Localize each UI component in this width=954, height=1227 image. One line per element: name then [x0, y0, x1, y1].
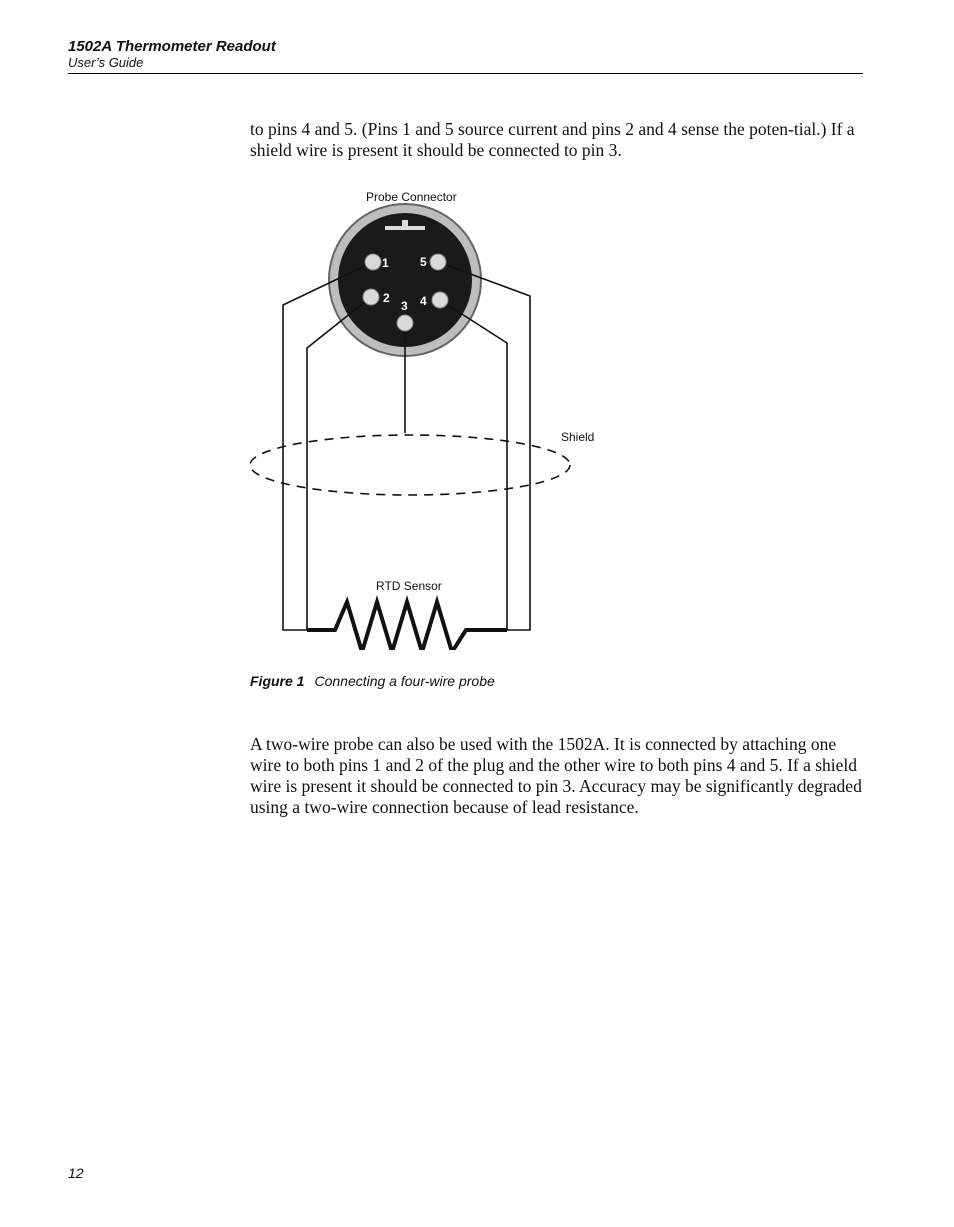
- rtd-sensor-label: RTD Sensor: [376, 579, 442, 593]
- document-subtitle: User’s Guide: [68, 55, 144, 70]
- figure-caption: [250, 673, 495, 689]
- running-header: [68, 38, 863, 71]
- wire-pin-4: [440, 300, 507, 630]
- pin-2-label: 2: [383, 291, 390, 305]
- pin-5-label: 5: [420, 255, 427, 269]
- pin-1-label: 1: [382, 256, 389, 270]
- pin-3: [397, 315, 413, 331]
- figure-number: Figure 1: [250, 673, 305, 689]
- pin-4-label: 4: [420, 294, 427, 308]
- pin-3-label: 3: [401, 299, 408, 313]
- shield-label: Shield: [561, 430, 595, 444]
- pin-2: [363, 289, 379, 305]
- document-title: 1502A Thermometer Readout: [68, 38, 276, 55]
- header-rule: [68, 73, 863, 74]
- shield: [250, 435, 570, 495]
- rtd-sensor-resistor: [307, 602, 507, 650]
- figure-caption-text: Connecting a four-wire probe: [314, 673, 495, 689]
- four-wire-probe-diagram: [240, 180, 600, 650]
- pin-4: [432, 292, 448, 308]
- probe-connector-label: Probe Connector: [366, 190, 457, 204]
- pin-1: [365, 254, 381, 270]
- body-paragraph-2: A two-wire probe can also be used with the 1502A. It is connected by attaching one wire to both pins 1 and 2 of the plug and the other wire to both pins 4 and 5. If a shield wire is present it should be connected to pin 3. Accuracy may be significantly degraded using a two-wire connection because of lead resistance.: [250, 734, 862, 817]
- wire-pin-2: [307, 297, 371, 630]
- body-paragraph-1: to pins 4 and 5. (Pins 1 and 5 source current and pins 2 and 4 sense the poten-tial.) If a shield wire is present it should be connected to pin 3.: [250, 119, 855, 160]
- page-number: 12: [68, 1165, 84, 1181]
- pin-5: [430, 254, 446, 270]
